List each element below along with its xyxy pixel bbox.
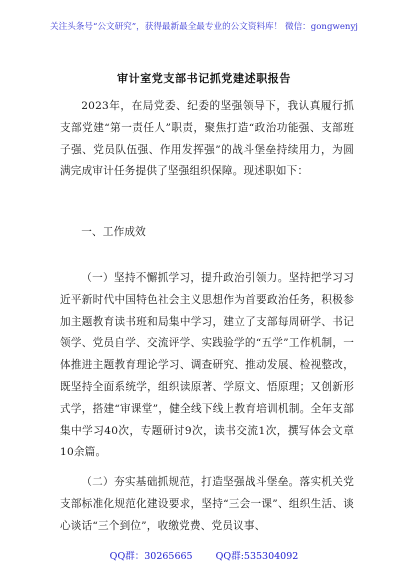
item-1-paragraph: （一）坚持不懈抓学习，提升政治引领力。坚持把学习习近平新时代中国特色社会主义思想作为首要政治任务，积极参加主题教育读书班和局集中学习，建立了支部每周研学、书记领学、党员自学、交流评学、实践验学的“五学”工作机制，一体推进主题教育理论学习、调查研究、推动发展、检视整改，既坚持全面系统学，组织读原著、学原文、悟原理；又创新形式学，搭建“审课堂”，健全线下线上教育培训机制。全年支部集中学习40次，专题研讨9次，读书交流1次，撰写体会文章10余篇。 xyxy=(60,272,354,459)
footer-contacts xyxy=(0,548,408,562)
document-body xyxy=(60,96,354,183)
header-banner: 关注头条号“公文研究”，获得最新最全最专业的公文资料库！ 微信：gongwenyj xyxy=(50,22,358,32)
section-body xyxy=(60,268,354,538)
footer-qq-group-1: QQ群：30265665 xyxy=(109,551,193,562)
footer-qq-group-2: QQ群:535304092 xyxy=(215,551,299,562)
intro-paragraph: 2023年，在局党委、纪委的坚强领导下，我认真履行抓支部党建“第一责任人”职责，聚焦打造“政治功能强、支部班子强、党员队伍强、作用发挥强”的战斗堡垒持续用力，为圆满完成审计任务提供了坚强组织保障。现述职如下： xyxy=(60,100,354,178)
section-heading: 一、工作成效 xyxy=(81,226,146,238)
item-2-paragraph: （二）夯实基础抓规范，打造坚强战斗堡垒。落实机关党支部标准化规范化建设要求，坚持“三会一课”、组织生活、谈心谈话“三个到位”，收缴党费、党员议事、 xyxy=(60,476,354,532)
document-title: 审计室党支部书记抓党建述职报告 xyxy=(117,72,291,85)
